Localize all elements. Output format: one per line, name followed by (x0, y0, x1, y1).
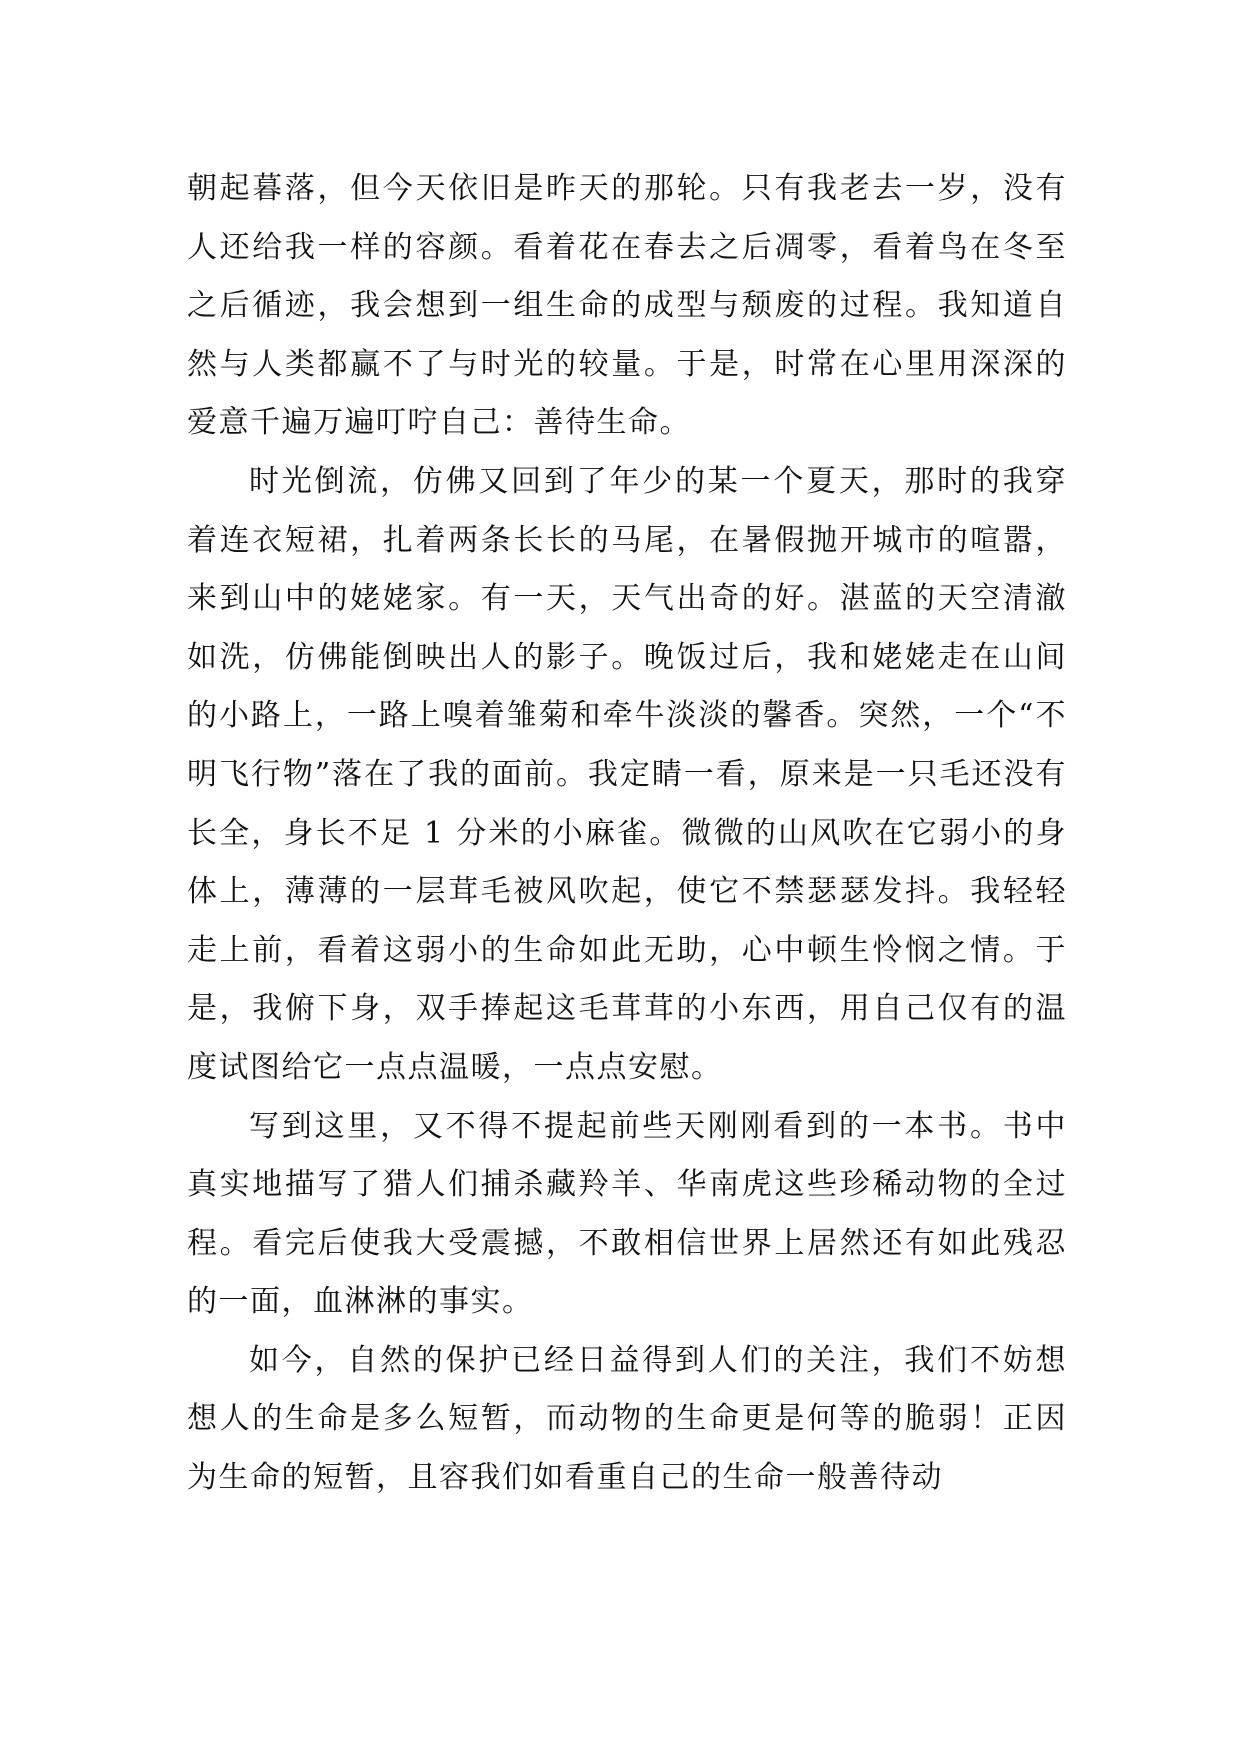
body-text (187, 160, 1067, 1508)
paragraph-4: 如今，自然的保护已经日益得到人们的关注，我们不妨想想人的生命是多么短暂，而动物的生命更是何等的脆弱！正因为生命的短暂，且容我们如看重自己的生命一般善待动 (187, 1342, 1067, 1496)
paragraph-3: 写到这里，又不得不提起前些天刚刚看到的一本书。书中真实地描写了猎人们捕杀藏羚羊、华南虎这些珍稀动物的全过程。看完后使我大受震撼，不敢相信世界上居然还有如此残忍的一面，血淋淋的事实。 (187, 1108, 1067, 1320)
paragraph-2: 时光倒流，仿佛又回到了年少的某一个夏天，那时的我穿着连衣短裙，扎着两条长长的马尾，在暑假抛开城市的喧嚣，来到山中的姥姥家。有一天，天气出奇的好。湛蓝的天空清澈如洗，仿佛能倒映出人的影子。晚饭过后，我和姥姥走在山间的小路上，一路上嗅着雏菊和牵牛淡淡的馨香。突然，一个“不明飞行物”落在了我的面前。我定睛一看，原来是一只毛还没有长全，身长不足 1 分米的小麻雀。微微的山风吹在它弱小的身体上，薄薄的一层茸毛被风吹起，使它不禁瑟瑟发抖。我轻轻走上前，看着这弱小的生命如此无助，心中顿生怜悯之情。于是，我俯下身，双手捧起这毛茸茸的小东西，用自己仅有的温度试图给它一点点温暖，一点点安慰。 (187, 463, 1067, 1085)
paragraph-1: 朝起暮落，但今天依旧是昨天的那轮。只有我老去一岁，没有人还给我一样的容颜。看着花在春去之后凋零，看着鸟在冬至之后循迹，我会想到一组生命的成型与颓废的过程。我知道自然与人类都赢不了与时光的较量。于是，时常在心里用深深的爱意千遍万遍叮咛自己：善待生命。 (187, 171, 1067, 441)
